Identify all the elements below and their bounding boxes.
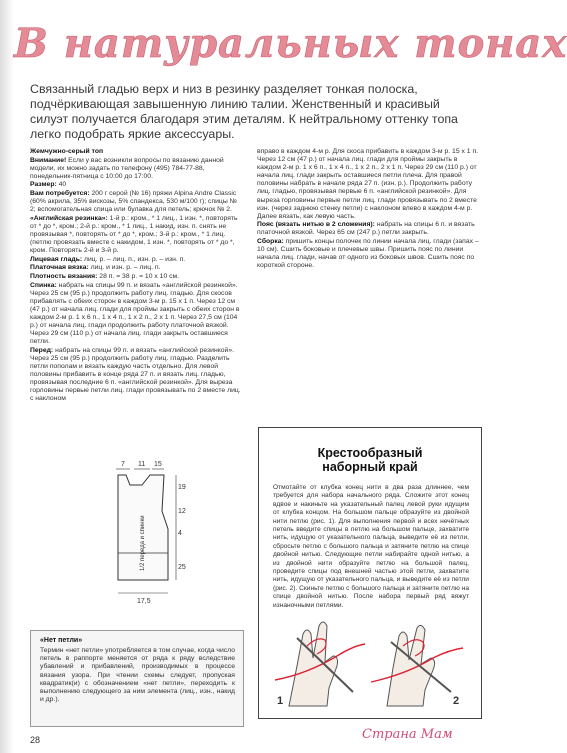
left-hand <box>289 622 338 706</box>
schema-dim-bottom: 17,5 <box>137 598 151 605</box>
back-text: набрать на спицы 99 п. и вязать «английской резинкой». Через 25 см (95 р.) продолжить работу лиц. гладью. Для скосов прибавлять с обеих сторон в каждом 3-м р. 15 х 1 п. Через 12 см (47 р.) от начала лиц. глади для проймы закрыть с обеих сторон в каждом 2-м р. 1 х 6 п., 1 х 4 п., 1 х 2 п., 2 х 1 п. Через 27,5 см (104 р.) от начала лиц. глади продолжить работу платочной вязкой. Через 29 см (110 р.) от начала лиц. глади закрыть оставшиеся петли. <box>30 281 240 346</box>
page-title <box>14 20 567 80</box>
materials-text: 200 г серой (№ 16) пряжи Alpina Andre Classic (60% акрила, 35% вискозы, 5% спандекса, 530 м/100 г); спицы № 2; вспомогательная спица или булавка для петель; крючок № 2. <box>30 189 237 214</box>
attention-label: Внимание! <box>30 156 67 164</box>
page-number: 28 <box>30 735 41 745</box>
page-fold-shadow <box>0 0 14 753</box>
rib-label: «Английская резинка»: <box>30 214 108 222</box>
belt-text: набрать на спицы 6 п. и вязать платочной вязкой. Через 65 см (247 р.) петли закрыть. <box>257 221 475 237</box>
front-text: набрать на спицы 99 п. и вязать «английской резинкой». Через 25 см (95 р.) продолжить работу лиц. гладью. Разделить петли пополам и вязать каждую часть отдельно. Для левой половины прибавить в конце ряда 27 п. и вязать лиц. гладью, провязывая последние 6 п. «английской резинкой». Для выреза горловины первые петли лиц. глади провязывать по 2 вместе лиц. с наклоном <box>30 346 241 403</box>
intro-paragraph: Связанный гладью верх и низ в резинку разделяет тонкая полоска, подчёркивающая завышенную линию талии. Женственный и красивый силуэт получается благодаря этим деталям. К нейтральному оттенку топа легко подобрать яркие аксессуары. <box>30 82 458 141</box>
rib-text: 1-й р.: кром., * 1 лиц., 1 изн. *, повторять от * до *, кром.; 2-й р.: кром., * 1 лиц., 1 накид, изн. п. снять не провязывая *, повторять от * до *, кром.; 3-й р.: кром., * 1 лиц. (петлю провязать вместе с накидом, 1 изн. *, повторять от * до *, кром. Повторять 2-й и 3-й р. <box>30 214 238 255</box>
fig-1-label: 1 <box>277 695 284 707</box>
hands-illustration <box>267 596 473 714</box>
schema-dim-15: 15 <box>154 461 162 468</box>
assembly-text: пришить концы полочек по линии начала лиц. глади (запах – 10 см). Сшить боковые и плечевые швы. Пришить пояс по линии начала лиц. глади, начав от одного из боковых швов. Сшить пояс по короткой стороне. <box>257 238 479 270</box>
fig-2-label: 2 <box>453 695 460 707</box>
schema-dim-top: 7 <box>121 461 125 468</box>
materials-label: Вам потребуется: <box>30 189 90 197</box>
schema-dim-19: 19 <box>178 484 186 491</box>
hands-drawing <box>267 596 473 714</box>
schema-dim-11: 11 <box>138 461 146 468</box>
front-continued-text: вправо в каждом 4-м р. Для скоса прибавить в каждом 3-м р. 15 х 1 п. Через 12 см (47 р.) от начала лиц. глади для проймы закрыть в каждом 2-м р. 1 х 6 п., 1 х 4 п., 1 х 2 п., 2 х 1 п. Через 29 см (110 р.) от начала лиц. глади закрыть оставшиеся петли плеча. Для правой половины набрать в начале ряда 27 п. (изн. р.). Продолжить работу лиц. гладью, провязывая первые 6 п. «английской резинкой». Для выреза горловины первые петли лиц. глади провязывать по 2 вместе изн. (через заднюю стенку петли) с наклоном влево в каждом 4-м р. Далее вязать, как левую часть. <box>257 148 479 220</box>
gauge-text: 28 п. = 38 р. = 10 х 10 см. <box>99 272 180 280</box>
pattern-schema <box>104 455 188 615</box>
cast-on-tip-box <box>258 427 482 719</box>
schema-dim-4: 4 <box>178 530 182 537</box>
garter-text: лиц. и изн. р. – лиц. п. <box>90 264 161 272</box>
schema-drawing <box>104 455 188 615</box>
garter-label: Платочная вязка: <box>30 264 89 272</box>
note-text: Термин «нет петли» употребляется в том случае, когда число петель в раппорте меняется от ряда к ряду вследствие убавлений и прибавлений, производимых в процессе вязания узора. При чтении схемы следует, пропуская квадратик(и) с обозначением «нет петли», переходить к выполнению следующего за ним элемента (лиц., изн., накид и др.). <box>40 647 235 704</box>
right-hand <box>387 625 435 706</box>
box-text: Отмотайте от клубка конец нити в два раза длиннее, чем требуется для набора начального ряда. Сложите этот конец вдвое и накиньте на указательный палец левой руки идущим от клубка концом. На большом пальце образуйте из двойной нити петлю (рис. 1). Для выполнения первой и всех нечётных петель введите спицы в петлю на большом пальце, захватите нить, идущую от указательного пальца, выведите её из петли, сбросьте петлю с большого пальца и затяните петлю на спице двойной нитью. Следующие петли набирайте одной нитью, а из двойной нити образуйте петлю на большой палец, проведите спицы под внешней частью этой петли, захватите нить, идущую от указательного пальца, и выведите её из петли (рис. 2). Скиньте петлю с большого пальца и затяните петлю на спице двойной нитью. После набора первый ряд вяжут изнаночными петлями. <box>273 484 469 609</box>
instructions-left-column <box>30 148 241 404</box>
attention-text: Если у вас возникли вопросы по вязанию данной модели, их можно задать по телефону (495) 784-77-88, понедельник-пятница с 10:00 до 17:00. <box>30 156 224 180</box>
size-label: Размер: <box>30 181 57 189</box>
assembly-label: Сборка: <box>257 238 284 246</box>
gauge-label: Плотность вязания: <box>30 272 98 280</box>
title-text: В натуральных тонах <box>14 20 567 67</box>
size-value: 40 <box>58 181 67 189</box>
watermark-text: Страна Мам <box>362 727 453 742</box>
schema-dim-25: 25 <box>178 564 186 571</box>
back-label: Спинка: <box>30 281 57 289</box>
stockinette-text: лиц. р. – лиц. п., изн. р. – изн. п. <box>84 255 186 263</box>
box-title-line-1: Крестообразный <box>317 446 423 460</box>
stockinette-label: Лицевая гладь: <box>30 255 83 263</box>
schema-dim-12: 12 <box>178 508 186 515</box>
box-title-line-2: наборный край <box>322 460 418 474</box>
front-label: Перед: <box>30 346 54 354</box>
schema-piece-label: 1/2 переда и спинки <box>140 515 146 571</box>
note-box <box>30 630 244 727</box>
instructions-right-column <box>257 148 479 271</box>
note-title: «Нет петли» <box>40 637 83 644</box>
watermark <box>362 725 490 749</box>
item-title: Жемчужно-серый топ <box>30 148 104 155</box>
box-title <box>259 446 481 474</box>
belt-label: Пояс (вязать нитью в 2 сложения): <box>257 221 375 229</box>
